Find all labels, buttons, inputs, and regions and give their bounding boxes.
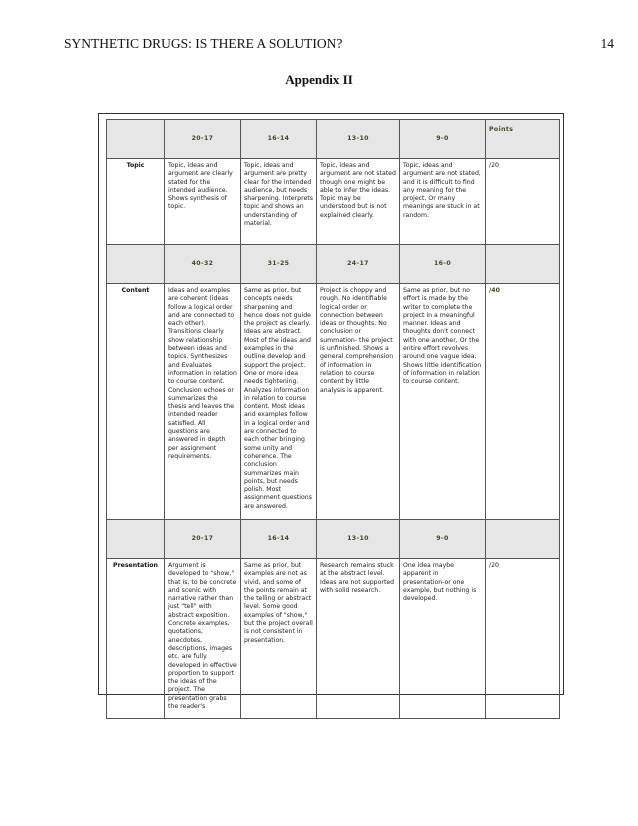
criterion-cell: Research remains stuck at the abstract level. Ideas are not supported with solid research.: [317, 559, 400, 719]
score-band-row: [107, 520, 560, 559]
criterion-cell: Topic, ideas and argument are not stated though one might be able to infer the ideas. Topic may be understood but is not explained clearly.: [317, 159, 400, 245]
criterion-label: Topic: [107, 159, 165, 245]
score-cell: /20: [486, 159, 560, 245]
band-range: 31-25: [241, 245, 317, 284]
criterion-cell: Topic, ideas and argument are clearly stated for the intended audience. Shows synthesis of topic.: [165, 159, 241, 245]
band-range: 9-0: [400, 520, 486, 559]
score-band-row: [107, 245, 560, 284]
appendix-title: Appendix II: [285, 72, 353, 87]
criterion-label: Content: [107, 284, 165, 520]
points-header: [486, 520, 560, 559]
band-range: 16-14: [241, 120, 317, 159]
criterion-label: Presentation: [107, 559, 165, 719]
score-cell: /20: [486, 559, 560, 719]
band-empty-cell: [107, 120, 165, 159]
criterion-cell: Same as prior, but examples are not as vivid, and some of the points remain at the telling or abstract level. Some good examples of "show," but the project overall is not consistent in presentation.: [241, 559, 317, 719]
band-empty-cell: [107, 520, 165, 559]
criterion-cell: Topic, ideas and argument are pretty clear for the intended audience, but needs sharpening. Interprets topic and shows an understanding of material.: [241, 159, 317, 245]
criterion-row-presentation: [107, 559, 560, 719]
rubric-table: [106, 119, 560, 719]
criterion-cell: Argument is developed to "show," that is, to be concrete and scenic with narrative rather than just "tell" with abstract exposition. Concrete examples, quotations, anecdotes, descriptions, images etc. are fully developed in effective proportion to support the ideas of the project. The presentation grabs the reader's: [165, 559, 241, 719]
band-range: 24-17: [317, 245, 400, 284]
criterion-row-content: [107, 284, 560, 520]
points-header: Points: [486, 120, 560, 159]
band-range: 13-10: [317, 520, 400, 559]
points-header: [486, 245, 560, 284]
criterion-cell: Project is choppy and rough. No identifiable logical order or connection between ideas or thoughts. No conclusion or summation- the project is unfinished. Shows a general comprehension of information in relation to course content by little analysis is apparent.: [317, 284, 400, 520]
rubric-frame: [98, 113, 564, 711]
band-range: 9-0: [400, 120, 486, 159]
band-range: 13-10: [317, 120, 400, 159]
band-range: 20-17: [165, 120, 241, 159]
criterion-cell: Topic, ideas and argument are not stated, and it is difficult to find any meaning for the project, Or many meanings are stuck in at random.: [400, 159, 486, 245]
criterion-cell: Same as prior, but concepts needs sharpening and hence does not guide the project as clearly. Ideas are abstract. Most of the ideas and examples in the outline develop and support the project. One or more idea needs tightening. Analyzes information in relation to course content. Most ideas and examples follow in a logical order and are connected to each other bringing some unity and coherence. The conclusion summarizes main points, but needs polish. Most assignment questions are answered.: [241, 284, 317, 520]
band-empty-cell: [107, 245, 165, 284]
band-range: 16-0: [400, 245, 486, 284]
criterion-cell: Same as prior, but no effort is made by the writer to complete the project in a meaningful manner. Ideas and thoughts don't connect with one another, Or the entire effort revolves around one vague idea. Shows little identification of information in relation to course content.: [400, 284, 486, 520]
band-range: 16-14: [241, 520, 317, 559]
running-title: SYNTHETIC DRUGS: IS THERE A SOLUTION?: [64, 36, 343, 51]
criterion-cell: Ideas and examples are coherent (ideas follow a logical order and are connected to each other). Transitions clearly show relationship between ideas and topics. Synthesizes and Evaluates information in relation to course content. Conclusion echoes or summarizes the thesis and leaves the intended reader satisfied. All questions are answered in depth per assignment requirements.: [165, 284, 241, 520]
score-cell: /40: [486, 284, 560, 520]
criterion-row-topic: [107, 159, 560, 245]
score-band-row: [107, 120, 560, 159]
criterion-cell: One idea maybe apparent in presentation-or one example, but nothing is developed.: [400, 559, 486, 719]
band-range: 20-17: [165, 520, 241, 559]
band-range: 40-32: [165, 245, 241, 284]
page-number: 14: [600, 36, 614, 51]
